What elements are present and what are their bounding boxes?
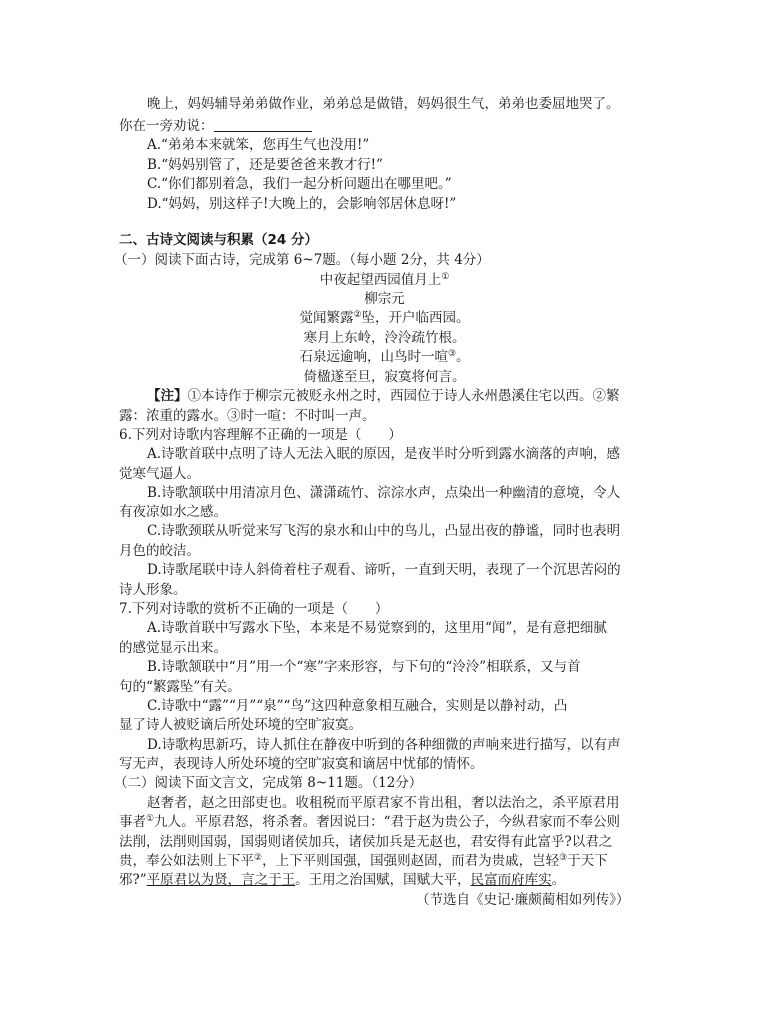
- poem-line-3-b: 。: [456, 349, 470, 365]
- q6-stem: 6.下列对诗歌内容理解不正确的一项是（ ）: [119, 427, 402, 443]
- q7-option-d-1: D.诗歌构思新巧，诗人抓住在静夜中听到的各种细微的声响来进行描写，以有声: [147, 737, 621, 753]
- note-line2: 露：浓重的露水。③时一喧：不时叫一声。: [119, 408, 376, 424]
- prose-note-2: ②: [254, 853, 263, 863]
- prose-line-2-a: 事者: [119, 814, 146, 830]
- poem-line-1: [0, 308, 769, 328]
- q6-option-d-2: 诗人形象。: [119, 582, 187, 598]
- q5-stem-text: 你在一旁劝说：: [119, 118, 214, 134]
- q5-option-a: A.“弟弟本来就笨，您再生气也没用!”: [147, 137, 370, 153]
- q6-option-c-2: 月色的皎洁。: [119, 543, 200, 559]
- poem-line-2: 寒月上东岭，泠泠疏竹根。: [303, 330, 466, 346]
- q6-option-d-1: D.诗歌尾联中诗人斜倚着柱子观看、谛听，一直到天明，表现了一个沉思苦闷的: [147, 562, 621, 578]
- q6-option-c-1: C.诗歌颈联从听觉来写飞泻的泉水和山中的鸟儿，凸显出夜的静谧，同时也表明: [147, 523, 621, 539]
- underlined-sentence-2: 民富而府库实: [470, 872, 552, 888]
- poem-line-3: [0, 347, 769, 367]
- poem-line-1-note: ②: [353, 310, 362, 320]
- prose-line-4-b: ，上下平则国强，国强则赵固，而君为贵戚，岂轻: [262, 853, 560, 869]
- part2-intro: （二）阅读下面文言文，完成第 8~11题。（12分）: [114, 775, 423, 791]
- q7-option-a-1: A.诗歌首联中写露水下坠，本来是不易觉察到的，这里用“闻”，是有意把细腻: [147, 620, 607, 636]
- q7-option-b-1: B.诗歌颔联中“月”用一个“寒”字来形容，与下句的“泠泠”相联系，又与首: [147, 659, 581, 675]
- q7-option-c-2: 显了诗人被贬谪后所处环境的空旷寂寞。: [119, 717, 362, 733]
- prose-line-4-a: 贵，奉公如法则上下平: [119, 853, 254, 869]
- poem-line-3-a: 石泉远逾响，山鸟时一喧: [299, 349, 448, 365]
- q6-option-b-1: B.诗歌颔联中用清凉月色、潇潇疏竹、淙淙水声，点染出一种幽清的意境，令人: [147, 485, 621, 501]
- poem-line-1-a: 觉闻繁露: [299, 310, 354, 326]
- q7-option-b-2: 句的“繁露坠”有关。: [119, 679, 241, 695]
- q6-option-b-2: 有夜凉如水之感。: [119, 504, 227, 520]
- prose-note-3: ③: [559, 853, 568, 863]
- note-line1: [147, 386, 620, 406]
- poem-title-text: 中夜起望西园值月上: [319, 272, 442, 288]
- poem-line-3-note: ③: [447, 349, 457, 359]
- q7-option-a-2: 的感觉显示出来。: [119, 640, 227, 656]
- q6-option-a-1: A.诗歌首联中点明了诗人无法入眠的原因，是夜半时分听到露水滴落的声响，感: [147, 446, 621, 462]
- poem-title-note: ①: [441, 272, 450, 282]
- q5-option-b: B.“妈妈别管了，还是要爸爸来教才行!”: [147, 157, 383, 173]
- prose-line-3: 法削，法削则国弱，国弱则诸侯加兵，诸侯加兵是无赵也，君安得有此富乎?以君之: [119, 834, 613, 850]
- prose-line-1: 赵奢者，赵之田部吏也。收租税而平原君家不肯出租，奢以法治之，杀平原君用: [147, 795, 620, 811]
- q7-option-d-2: 写无声，表现诗人所处环境的空旷寂寞和谪居中忧郁的情怀。: [119, 756, 484, 772]
- prose-line-5-a: 邪?”: [119, 872, 147, 888]
- q6-option-a-2: 觉寒气逼人。: [119, 466, 200, 482]
- prose-line-5-b: 。王用之治国赋，国赋大平，: [295, 872, 471, 888]
- section2-title: 二、古诗文阅读与积累（24 分）: [119, 232, 318, 248]
- prose-line-5: [119, 870, 565, 890]
- poem-line-4: 倚楹遂至旦，寂寞将何言。: [303, 369, 466, 385]
- note-text1: ①本诗作于柳宗元被贬永州之时，西园位于诗人永州愚溪住宅以西。②繁: [187, 388, 620, 404]
- prose-note-1: ①: [146, 814, 155, 824]
- answer-blank: [214, 117, 312, 132]
- prose-line-5-c: 。: [551, 872, 566, 888]
- prose-line-2-b: 九人。平原君怒，将杀奢。奢因说曰：“君于赵为贵公子，今纵君家而不奉公则: [154, 814, 620, 830]
- q5-stem-line2: [119, 116, 312, 136]
- poem-title: [0, 270, 769, 290]
- poem-line-1-b: 坠，开户临西园。: [361, 310, 470, 326]
- q7-stem: 7.下列对诗歌的赏析不正确的一项是（ ）: [119, 601, 389, 617]
- prose-line-4: [119, 851, 608, 871]
- q5-option-d: D.“妈妈，别这样子!大晚上的，会影响邻居休息呀!”: [147, 196, 457, 212]
- poem-author: 柳宗元: [364, 291, 405, 307]
- prose-line-2: [119, 812, 620, 832]
- q5-stem-line1: 晚上，妈妈辅导弟弟做作业，弟弟总是做错，妈妈很生气，弟弟也委屈地哭了。: [147, 96, 620, 112]
- prose-line-4-c: 于天下: [567, 853, 608, 869]
- note-label: 【注】: [147, 388, 188, 404]
- q7-option-c-1: C.诗歌中“露”“月”“泉”“鸟”这四种意象相互融合，实则是以静衬动，凸: [147, 698, 568, 714]
- q5-option-c: C.“你们都别着急，我们一起分析问题出在哪里吧。”: [147, 176, 452, 192]
- underlined-sentence-1: 平原君以为贤，言之于王: [146, 872, 296, 888]
- prose-source: （节选自《史记·廉颇蔺相如列传》）: [416, 892, 630, 908]
- part1-intro: （一）阅读下面古诗，完成第 6~7题。（每小题 2分，共 4分）: [114, 252, 490, 268]
